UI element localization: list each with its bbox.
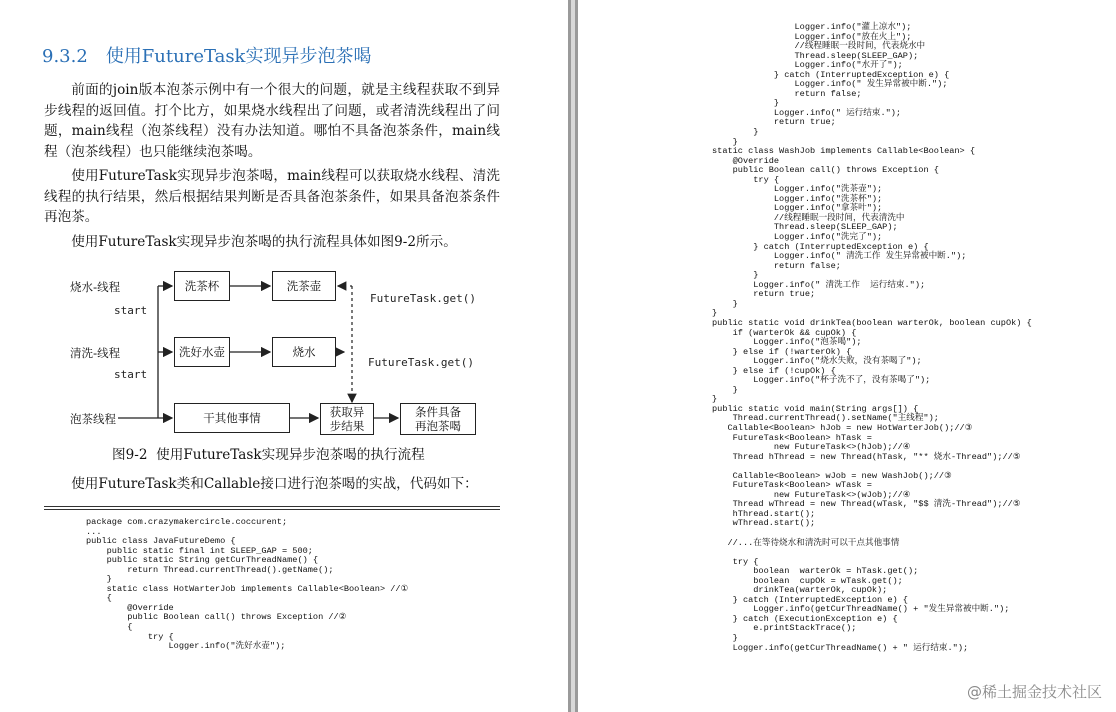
code-line: } else if (!cupOk) { <box>712 365 836 376</box>
code-line: FutureTask<Boolean> hTask = <box>712 432 872 443</box>
code-line: Thread hThread = new Thread(hTask, "** 烧水-Thread");//⑤ <box>712 451 1021 462</box>
code-line: drinkTea(warterOk, cupOk); <box>712 585 888 596</box>
flow-diagram <box>60 268 500 438</box>
code-line: //线程睡眠一段时间，代表烧水中 <box>712 41 926 52</box>
right-page <box>578 0 1116 712</box>
code-line: boolean cupOk = wTask.get(); <box>712 575 903 586</box>
code-line: { <box>86 593 112 604</box>
code-line: Logger.info(getCurThreadName() + " 运行结束."); <box>712 642 969 653</box>
code-line: return Thread.currentThread().getName(); <box>86 564 334 575</box>
code-block-right <box>712 23 1032 653</box>
code-line: } catch (InterruptedException e) { <box>712 69 950 80</box>
condition-line-1: 条件具备 <box>415 405 461 419</box>
code-line: public static void main(String args[]) { <box>712 403 919 414</box>
code-line: } <box>712 633 738 643</box>
code-line: } <box>712 394 718 405</box>
code-line: //...在等待烧水和清洗时可以干点其他事情 <box>712 537 900 548</box>
code-line: public class JavaFutureDemo { <box>86 536 236 547</box>
code-line: Logger.info("拿茶叶"); <box>712 203 883 214</box>
code-line: e.printStackTrace(); <box>712 623 857 634</box>
code-intro: 使用FutureTask类和Callable接口进行泡茶喝的实战，代码如下： <box>71 476 478 492</box>
code-line: new FutureTask<>(wJob);//④ <box>712 489 911 500</box>
figure-caption-text: 使用FutureTask实现异步泡茶喝的执行流程 <box>156 447 425 463</box>
code-line: Logger.info("泡茶喝"); <box>712 337 862 348</box>
watermark: @稀土掘金技术社区 <box>966 683 1102 701</box>
code-line: @Override <box>86 602 174 613</box>
code-line: Logger.info("洗完了"); <box>712 232 883 243</box>
code-line: Thread.sleep(SLEEP_GAP); <box>712 222 898 233</box>
code-line: @Override <box>712 155 780 166</box>
code-line: } <box>712 127 759 138</box>
code-line: } <box>86 574 112 585</box>
code-block-left <box>86 518 408 652</box>
paragraph-1: 前面的join版本泡茶示例中有一个很大的问题，就是主线程获取不到异步线程的返回值。打个比方，如果烧水线程出了问题，或者清洗线程出了问题，main线程（泡茶线程）没有办法知道。哪怕不具备泡茶条件，main线程（泡茶线程）也只能继续泡茶喝。 <box>44 82 500 160</box>
code-line: Logger.info(" 发生异常被中断."); <box>712 79 948 90</box>
code-line: } catch (ExecutionException e) { <box>712 613 898 624</box>
row-label-wash: 清洗-线程 <box>70 346 121 360</box>
code-line: new FutureTask<>(hJob);//④ <box>712 442 911 453</box>
code-line: Logger.info(" 清洗工作 运行结束."); <box>712 279 926 290</box>
code-line: Logger.info(" 运行结束."); <box>712 107 902 118</box>
code-line: } catch (InterruptedException e) { <box>712 241 929 252</box>
code-line: Logger.info(" 清洗工作 发生异常被中断."); <box>712 251 967 262</box>
code-line: boolean warterOk = hTask.get(); <box>712 566 919 577</box>
box-condition <box>400 403 476 435</box>
code-line: Logger.info("洗好水壶"); <box>86 641 286 652</box>
code-line: public Boolean call() throws Exception //② <box>86 612 347 623</box>
paragraph-3: 使用FutureTask实现异步泡茶喝的执行流程具体如图9-2所示。 <box>71 234 457 250</box>
code-line: Logger.info("洗茶壶"); <box>712 184 883 195</box>
code-line: try { <box>712 174 780 185</box>
code-line: } <box>712 98 780 109</box>
box-get-result <box>320 403 374 435</box>
code-line: wThread.start(); <box>712 518 816 529</box>
start-label-wash: start <box>114 368 148 381</box>
code-line: Thread.sleep(SLEEP_GAP); <box>712 50 919 61</box>
code-line: } catch (InterruptedException e) { <box>712 594 908 605</box>
box-boil-water: 烧水 <box>272 337 336 367</box>
get-result-line-2: 步结果 <box>329 419 365 433</box>
code-line: public static final int SLEEP_GAP = 500; <box>86 545 313 556</box>
code-line: Thread.currentThread().setName("主线程"); <box>712 413 939 424</box>
box-wash-kettle: 洗好水壶 <box>174 337 230 367</box>
code-line: try { <box>712 556 759 567</box>
box-wash-pot: 洗茶壶 <box>272 271 336 301</box>
section-heading <box>42 42 371 68</box>
code-line: static class HotWarterJob implements Callable<Boolean> //① <box>86 583 409 594</box>
code-line: Logger.info("洗茶杯"); <box>712 193 883 204</box>
code-line: return false; <box>712 88 862 99</box>
code-top-rule-2 <box>44 509 500 510</box>
code-line: //线程睡眠一段时间，代表清洗中 <box>712 212 905 223</box>
code-line: Callable<Boolean> hJob = new HotWarterJob();//③ <box>712 422 973 433</box>
page-gutter <box>568 0 578 712</box>
code-line: Logger.info("放在火上"); <box>712 31 912 42</box>
code-line: } <box>712 270 759 281</box>
row-label-main: 泡茶线程 <box>70 412 116 426</box>
code-line: ... <box>86 526 102 537</box>
future-get-label-2: FutureTask.get() <box>368 356 474 369</box>
section-title: 使用FutureTask实现异步泡茶喝 <box>105 46 372 67</box>
code-line: } <box>712 384 738 395</box>
code-line: FutureTask<Boolean> wTask = <box>712 480 872 491</box>
code-line: public Boolean call() throws Exception { <box>712 165 939 176</box>
figure-caption <box>112 443 425 463</box>
condition-line-2: 再泡茶喝 <box>415 419 461 433</box>
code-line: } <box>712 136 738 147</box>
code-line: Logger.info("水开了"); <box>712 60 903 71</box>
code-line: Logger.info(getCurThreadName() + "发生异常被中断."); <box>712 604 1010 615</box>
section-number: 9.3.2 <box>42 46 88 67</box>
code-line: public static String getCurThreadName() { <box>86 555 319 566</box>
code-line: package com.crazymakercircle.coccurent; <box>86 517 288 527</box>
code-line: Logger.info("烧水失败，没有茶喝了"); <box>712 356 922 367</box>
code-line: static class WashJob implements Callable<Boolean> { <box>712 146 976 157</box>
figure-number: 图9-2 <box>112 447 148 463</box>
code-line: Logger.info("杯子洗不了，没有茶喝了"); <box>712 375 931 386</box>
code-line: Thread wThread = new Thread(wTask, "$$ 清洗-Thread");//⑤ <box>712 499 1021 510</box>
code-line: } <box>712 308 718 319</box>
code-line: try { <box>86 631 174 642</box>
future-get-label-1: FutureTask.get() <box>370 292 476 305</box>
code-line: return true; <box>712 289 816 300</box>
box-other-things: 干其他事情 <box>174 403 290 433</box>
code-line: Callable<Boolean> wJob = new WashJob();//③ <box>712 470 952 481</box>
code-line: public static void drinkTea(boolean warterOk, boolean cupOk) { <box>712 317 1032 328</box>
code-top-rule <box>44 506 500 507</box>
code-line: } <box>712 298 738 309</box>
code-line: { <box>86 622 133 633</box>
code-line: if (warterOk && cupOk) { <box>712 327 857 338</box>
get-result-line-1: 获取异 <box>329 405 365 419</box>
code-line <box>712 548 1032 558</box>
code-line: return true; <box>712 117 836 128</box>
row-label-boil: 烧水-线程 <box>70 280 121 294</box>
code-line: return false; <box>712 260 841 271</box>
code-line: hThread.start(); <box>712 508 816 519</box>
box-wash-cup: 洗茶杯 <box>174 271 230 301</box>
code-line: } else if (!warterOk) { <box>712 346 852 357</box>
code-line: Logger.info("灌上凉水"); <box>712 22 912 32</box>
start-label-boil: start <box>114 304 148 317</box>
paragraph-2: 使用FutureTask实现异步泡茶喝，main线程可以获取烧水线程、清洗线程的执行结果，然后根据结果判断是否具备泡茶条件，如果具备泡茶条件再泡茶。 <box>44 168 500 225</box>
